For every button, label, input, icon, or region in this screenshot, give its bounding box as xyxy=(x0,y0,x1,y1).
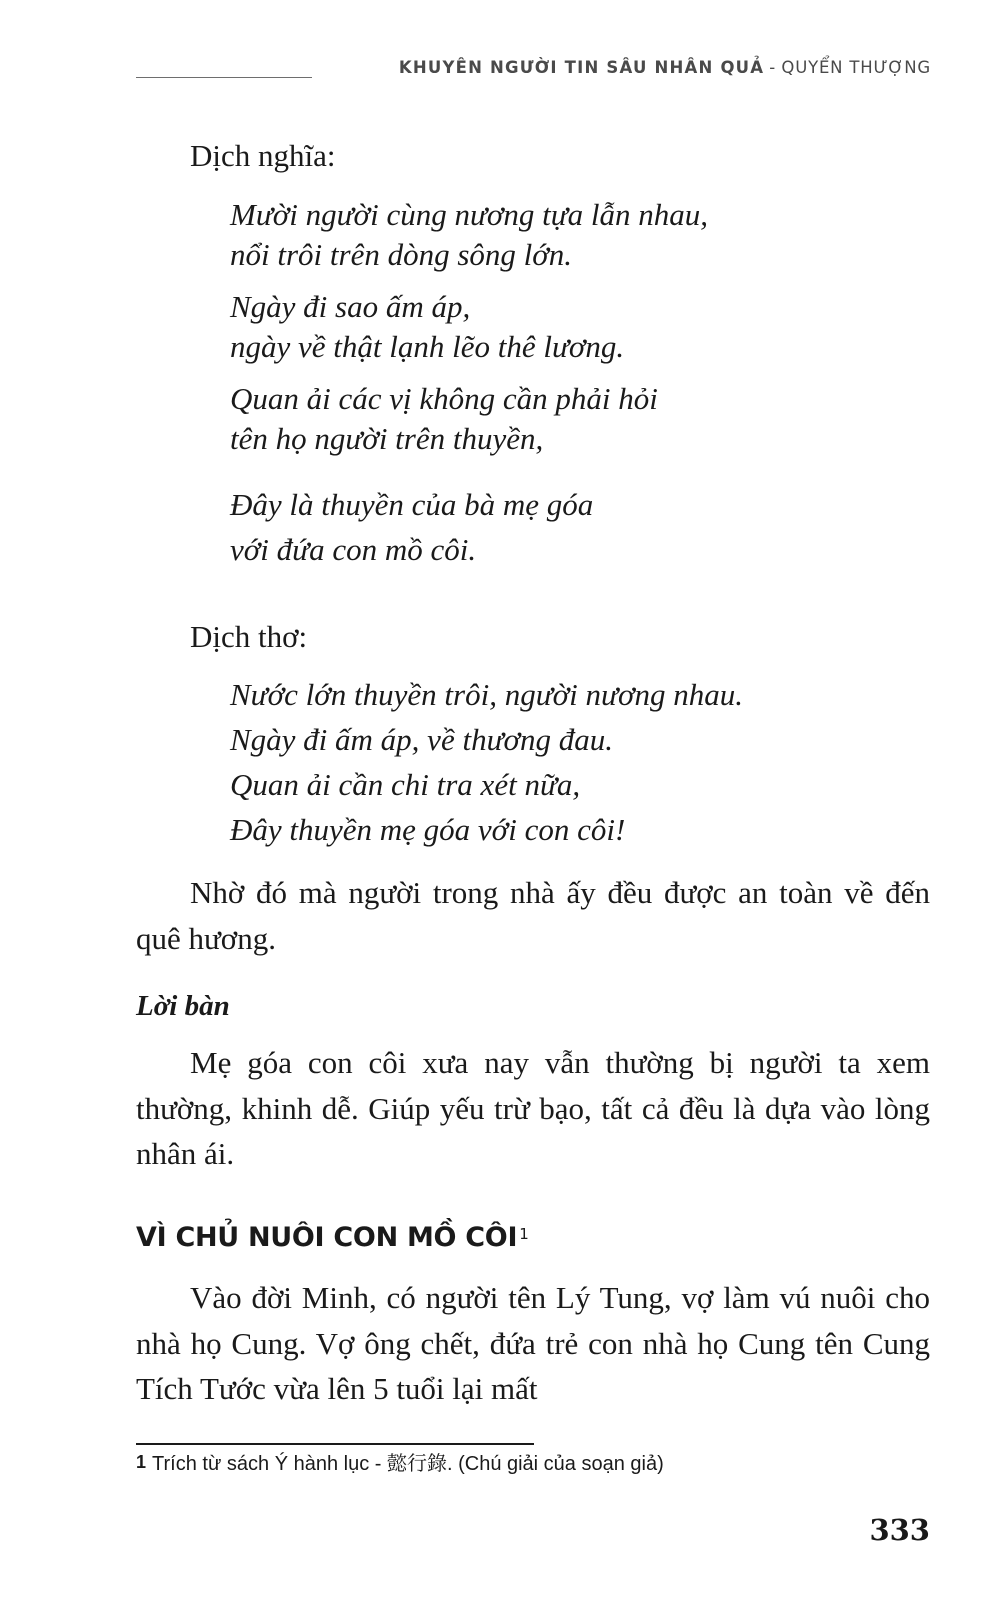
verse-line: tên họ người trên thuyền, xyxy=(230,421,544,456)
meaning-stanza-2 xyxy=(230,287,624,367)
verse-line: Ngày đi ấm áp, về thương đau. xyxy=(230,722,614,757)
commentary-paragraph: Mẹ góa con côi xưa nay vẫn thường bị người ta xem thường, khinh dễ. Giúp yếu trừ bạo, tất cả đều là dựa vào lòng nhân ái. xyxy=(136,1045,930,1171)
header-separator: - xyxy=(769,58,777,77)
poem-label: Dịch thơ: xyxy=(190,619,308,654)
section-title: VÌ CHỦ NUÔI CON MỒ CÔI xyxy=(136,1222,518,1253)
verse-line: với đứa con mồ côi. xyxy=(230,532,477,567)
page-number: 333 xyxy=(869,1513,930,1547)
volume-title: QUYỂN THƯỢNG xyxy=(781,58,931,77)
verse-line: Mười người cùng nương tựa lẫn nhau, xyxy=(230,197,709,232)
section-paragraph: Vào đời Minh, có người tên Lý Tung, vợ làm vú nuôi cho nhà họ Cung. Vợ ông chết, đứa trẻ con nhà họ Cung tên Cung Tích Tước vừa lên 5 tuổi lại mất xyxy=(136,1280,930,1406)
book-title: KHUYÊN NGƯỜI TIN SÂU NHÂN QUẢ xyxy=(398,58,765,77)
footnote-rule xyxy=(136,1443,534,1445)
meaning-label: Dịch nghĩa: xyxy=(190,138,336,173)
running-header xyxy=(136,58,931,88)
meaning-stanza-4 xyxy=(230,482,593,572)
verse-line: nổi trôi trên dòng sông lớn. xyxy=(230,237,573,272)
verse-line: Quan ải các vị không cần phải hỏi xyxy=(230,381,658,416)
verse-line: Nước lớn thuyền trôi, người nương nhau. xyxy=(230,677,743,712)
section-heading xyxy=(136,1218,528,1258)
meaning-stanza-1 xyxy=(230,195,708,275)
verse-line: Ngày đi sao ấm áp, xyxy=(230,289,471,324)
verse-line: ngày về thật lạnh lẽo thê lương. xyxy=(230,329,625,364)
footnote xyxy=(136,1447,664,1481)
footnote-number: 1 xyxy=(136,1452,147,1472)
footnote-reference: 1 xyxy=(519,1225,529,1243)
header-rule xyxy=(136,77,312,78)
header-text xyxy=(399,58,931,77)
meaning-stanza-3 xyxy=(230,379,658,459)
commentary-heading: Lời bàn xyxy=(136,990,230,1022)
conclusion-paragraph: Nhờ đó mà người trong nhà ấy đều được an toàn về đến quê hương. xyxy=(136,875,930,956)
footnote-text: Trích từ sách Ý hành lục - 懿行錄. (Chú giải của soạn giả) xyxy=(152,1453,664,1475)
poem-verse xyxy=(230,672,743,852)
verse-line: Đây là thuyền của bà mẹ góa xyxy=(230,487,594,522)
verse-line: Đây thuyền mẹ góa với con côi! xyxy=(230,812,626,847)
verse-line: Quan ải cần chi tra xét nữa, xyxy=(230,767,581,802)
